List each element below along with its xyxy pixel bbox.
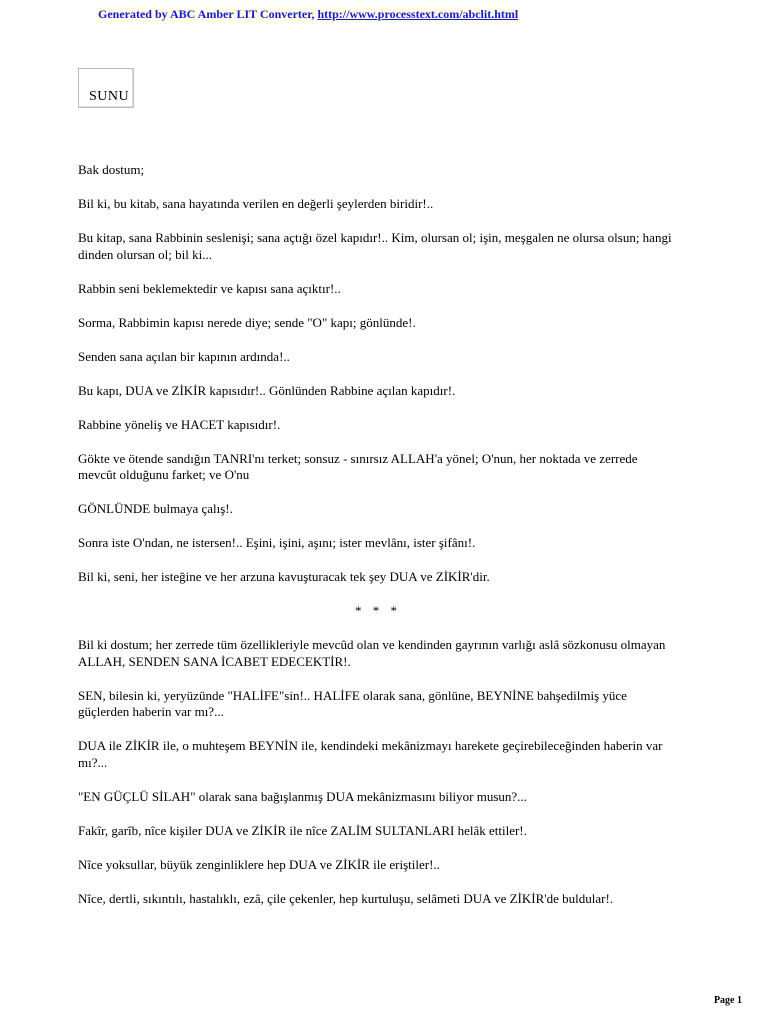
converter-banner (96, 7, 520, 22)
paragraph: SEN, bilesin ki, yeryüzünde "HALİFE"sin!.. HALİFE olarak sana, gönlüne, BEYNİNE bahşedilmiş yüce güçlerden haberin var mı?... (78, 687, 627, 719)
paragraph: Bil ki, seni, her isteğine ve her arzuna kavuşturacak tek şey DUA ve ZİKİR'dir. (78, 569, 490, 584)
paragraph: Fakîr, garîb, nîce kişiler DUA ve ZİKİR ile nîce ZALİM SULTANLARI helâk ettiler!. (78, 822, 527, 838)
paragraph: "EN GÜÇLÜ SİLAH" olarak sana bağışlanmış DUA mekânizmasını biliyor musun?... (78, 788, 527, 804)
paragraph: Senden sana açılan bir kapının ardında!.. (78, 348, 290, 364)
converter-link[interactable]: http://www.processtext.com/abclit.html (317, 7, 519, 21)
paragraph: Bil ki, bu kitab, sana hayatında verilen en değerli şeylerden biridir!.. (78, 196, 434, 211)
title-box (78, 68, 134, 108)
paragraph: Bu kapı, DUA ve ZİKİR kapısıdır!.. Gönlünden Rabbine açılan kapıdır!. (78, 382, 456, 398)
paragraph: Rabbine yöneliş ve HACET kapısıdır!. (78, 416, 281, 432)
document-body (78, 162, 678, 925)
banner-text: Generated by ABC Amber LIT Converter, (98, 7, 318, 21)
section-separator: * * * (355, 603, 401, 618)
paragraph: Sonra iste O'ndan, ne istersen!.. Eşini, işini, aşını; ister mevlânı, ister şifânı!. (78, 535, 476, 550)
paragraph: Bil ki dostum; her zerrede tüm özellikleriyle mevcûd olan ve kendinden gayrının varlığı aslâ sözkonusu olmayan ALLAH, SENDEN SANA İCABET EDECEKTİR!. (78, 637, 666, 669)
paragraph: Nîce, dertli, sıkıntılı, hastalıklı, ezâ, çile çekenler, hep kurtuluşu, selâmeti DUA ve ZİKİR'de buldular!. (78, 890, 614, 906)
paragraph: Gökte ve ötende sandığın TANRI'nı terket; sonsuz - sınırsız ALLAH'a yönel; O'nun, her noktada ve zerrede mevcût olduğunu farket; ve O'nu (78, 450, 638, 482)
page-title: SUNU (89, 89, 130, 104)
paragraph: Bak dostum; (78, 162, 145, 177)
paragraph: Nîce yoksullar, büyük zenginliklere hep DUA ve ZİKİR ile eriştiler!.. (78, 856, 440, 872)
paragraph: GÖNLÜNDE bulmaya çalış!. (78, 501, 233, 516)
paragraph: Sorma, Rabbimin kapısı nerede diye; sende "O" kapı; gönlünde!. (78, 314, 416, 330)
paragraph: Rabbin seni beklemektedir ve kapısı sana açıktır!.. (78, 280, 341, 296)
paragraph: DUA ile ZİKİR ile, o muhteşem BEYNİN ile, kendindeki mekânizmayı harekete geçirebileceğinden haberin var mı?... (78, 738, 663, 770)
paragraph: Bu kitap, sana Rabbinin seslenişi; sana açtığı özel kapıdır!.. Kim, olursan ol; işin, meşgalen ne olursa olsun; hangi dinden olursan ol; bil ki... (78, 230, 672, 262)
page-number: Page 1 (713, 995, 742, 1006)
